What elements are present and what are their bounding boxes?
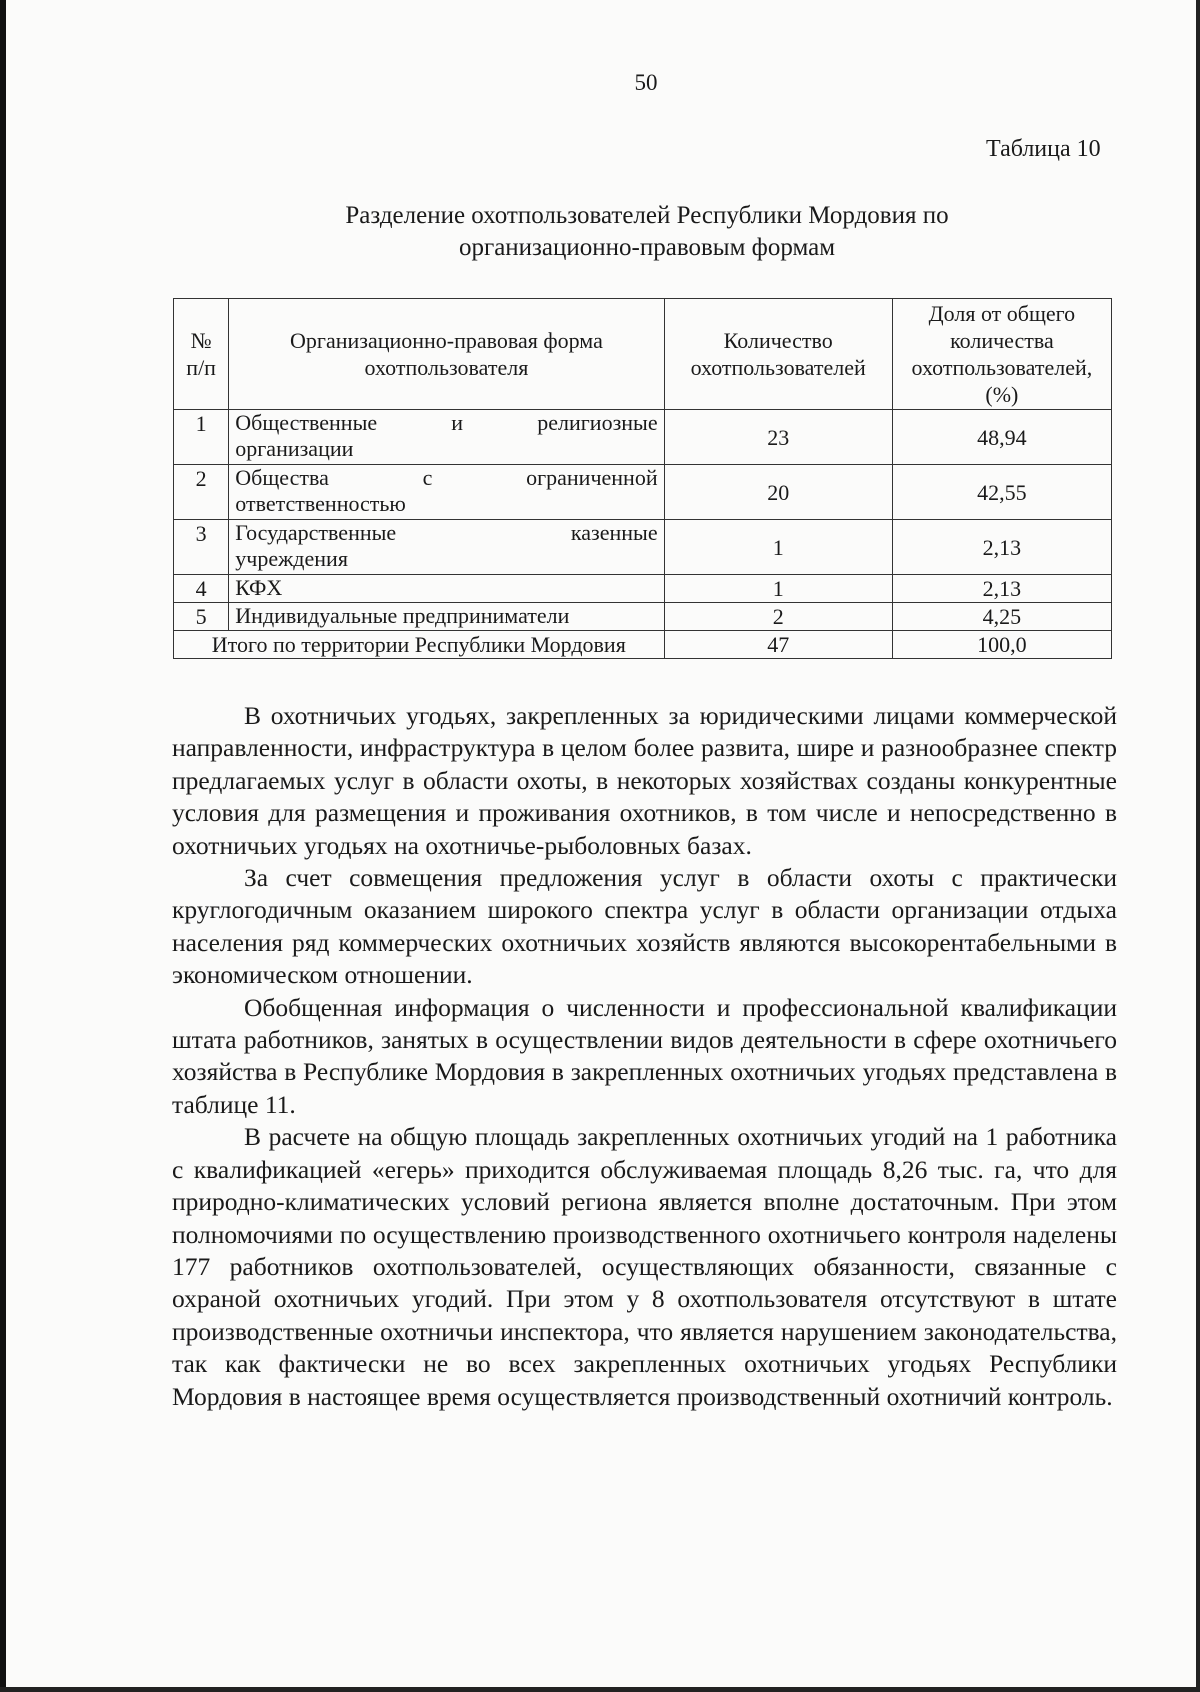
body-text [172,700,1117,1413]
row-num: 2 [174,465,229,520]
row-num: 5 [174,603,229,631]
row-num: 4 [174,575,229,603]
row-form: Общества с ограниченной ответственностью [229,465,664,520]
table-row [174,465,1112,520]
header-count: Количество охотпользователей [664,299,892,410]
row-count: 1 [664,520,892,575]
total-share: 100,0 [892,631,1111,659]
header-share: Доля от общего количества охотпользователей, (%) [892,299,1111,410]
row-share: 48,94 [892,410,1111,465]
table-title-line: организационно-правовым формам [458,234,836,261]
table-row [174,575,1112,603]
paragraph: За счет совмещения предложения услуг в области охоты с практически круглогодичным оказанием широкого спектра услуг в области организации отдыха населения ряд коммерческих охотничьих хозяйств являются высокорентабельными в экономическом отношении. [172,863,1117,990]
row-count: 2 [664,603,892,631]
table-total-row [174,631,1112,659]
header-num: № п/п [174,299,229,410]
row-count: 20 [664,465,892,520]
row-form: Индивидуальные предприниматели [229,603,664,631]
row-share: 2,13 [892,520,1111,575]
row-share: 4,25 [892,603,1111,631]
table-row [174,410,1112,465]
header-form: Организационно-правовая форма охотпользователя [229,299,664,410]
table-row [174,520,1112,575]
total-count: 47 [664,631,892,659]
row-form: КФХ [229,575,664,603]
scan-border-left [0,0,6,1692]
table-header-row [174,299,1112,410]
paragraph: В расчете на общую площадь закрепленных охотничьих угодий на 1 работника с квалификацией «егерь» приходится обслуживаемая площадь 8,26 тыс. га, что для природно-климатических условий региона является вполне достаточным. При этом полномочиями по осуществлению производственного охотничьего контроля наделены 177 работников охотпользователей, осуществляющих обязанности, связанные с охраной охотничьих угодий. При этом у 8 охотпользователя отсутствуют в штате производственные охотничьи инспектора, что является нарушением законодательства, так как фактически не во всех закрепленных охотничьих угодьях Республики Мордовия в настоящее время осуществляется производственный охотничий контроль. [172,1122,1117,1411]
total-label: Итого по территории Республики Мордовия [174,631,665,659]
table-title [172,200,1122,264]
row-count: 1 [664,575,892,603]
table-caption: Таблица 10 [986,136,1101,162]
row-count: 23 [664,410,892,465]
row-num: 3 [174,520,229,575]
row-share: 42,55 [892,465,1111,520]
row-form: Государственные казенные учреждения [229,520,664,575]
table-title-line: Разделение охотпользователей Республики Мордовия по [345,202,949,229]
row-form: Общественные и религиозные организации [229,410,664,465]
row-num: 1 [174,410,229,465]
ownership-forms-table [173,298,1112,659]
paragraph: Обобщенная информация о численности и профессиональной квалификации штата работников, занятых в осуществлении видов деятельности в сфере охотничьего хозяйства в Республике Мордовия в закрепленных охотничьих угодьях представлена в таблице 11. [172,992,1117,1119]
table-row [174,603,1112,631]
row-share: 2,13 [892,575,1111,603]
scan-border-right [1196,0,1200,1692]
page-number: 50 [634,70,658,95]
paragraph: В охотничьих угодьях, закрепленных за юридическими лицами коммерческой направленности, инфраструктура в целом более развита, шире и разнообразнее спектр предлагаемых услуг в области охоты, в некоторых хозяйствах созданы конкурентные условия для размещения и проживания охотников, в том числе и непосредственно в охотничьих угодьях на охотничье-рыболовных базах. [172,701,1117,860]
scan-border-bottom [0,1687,1200,1692]
